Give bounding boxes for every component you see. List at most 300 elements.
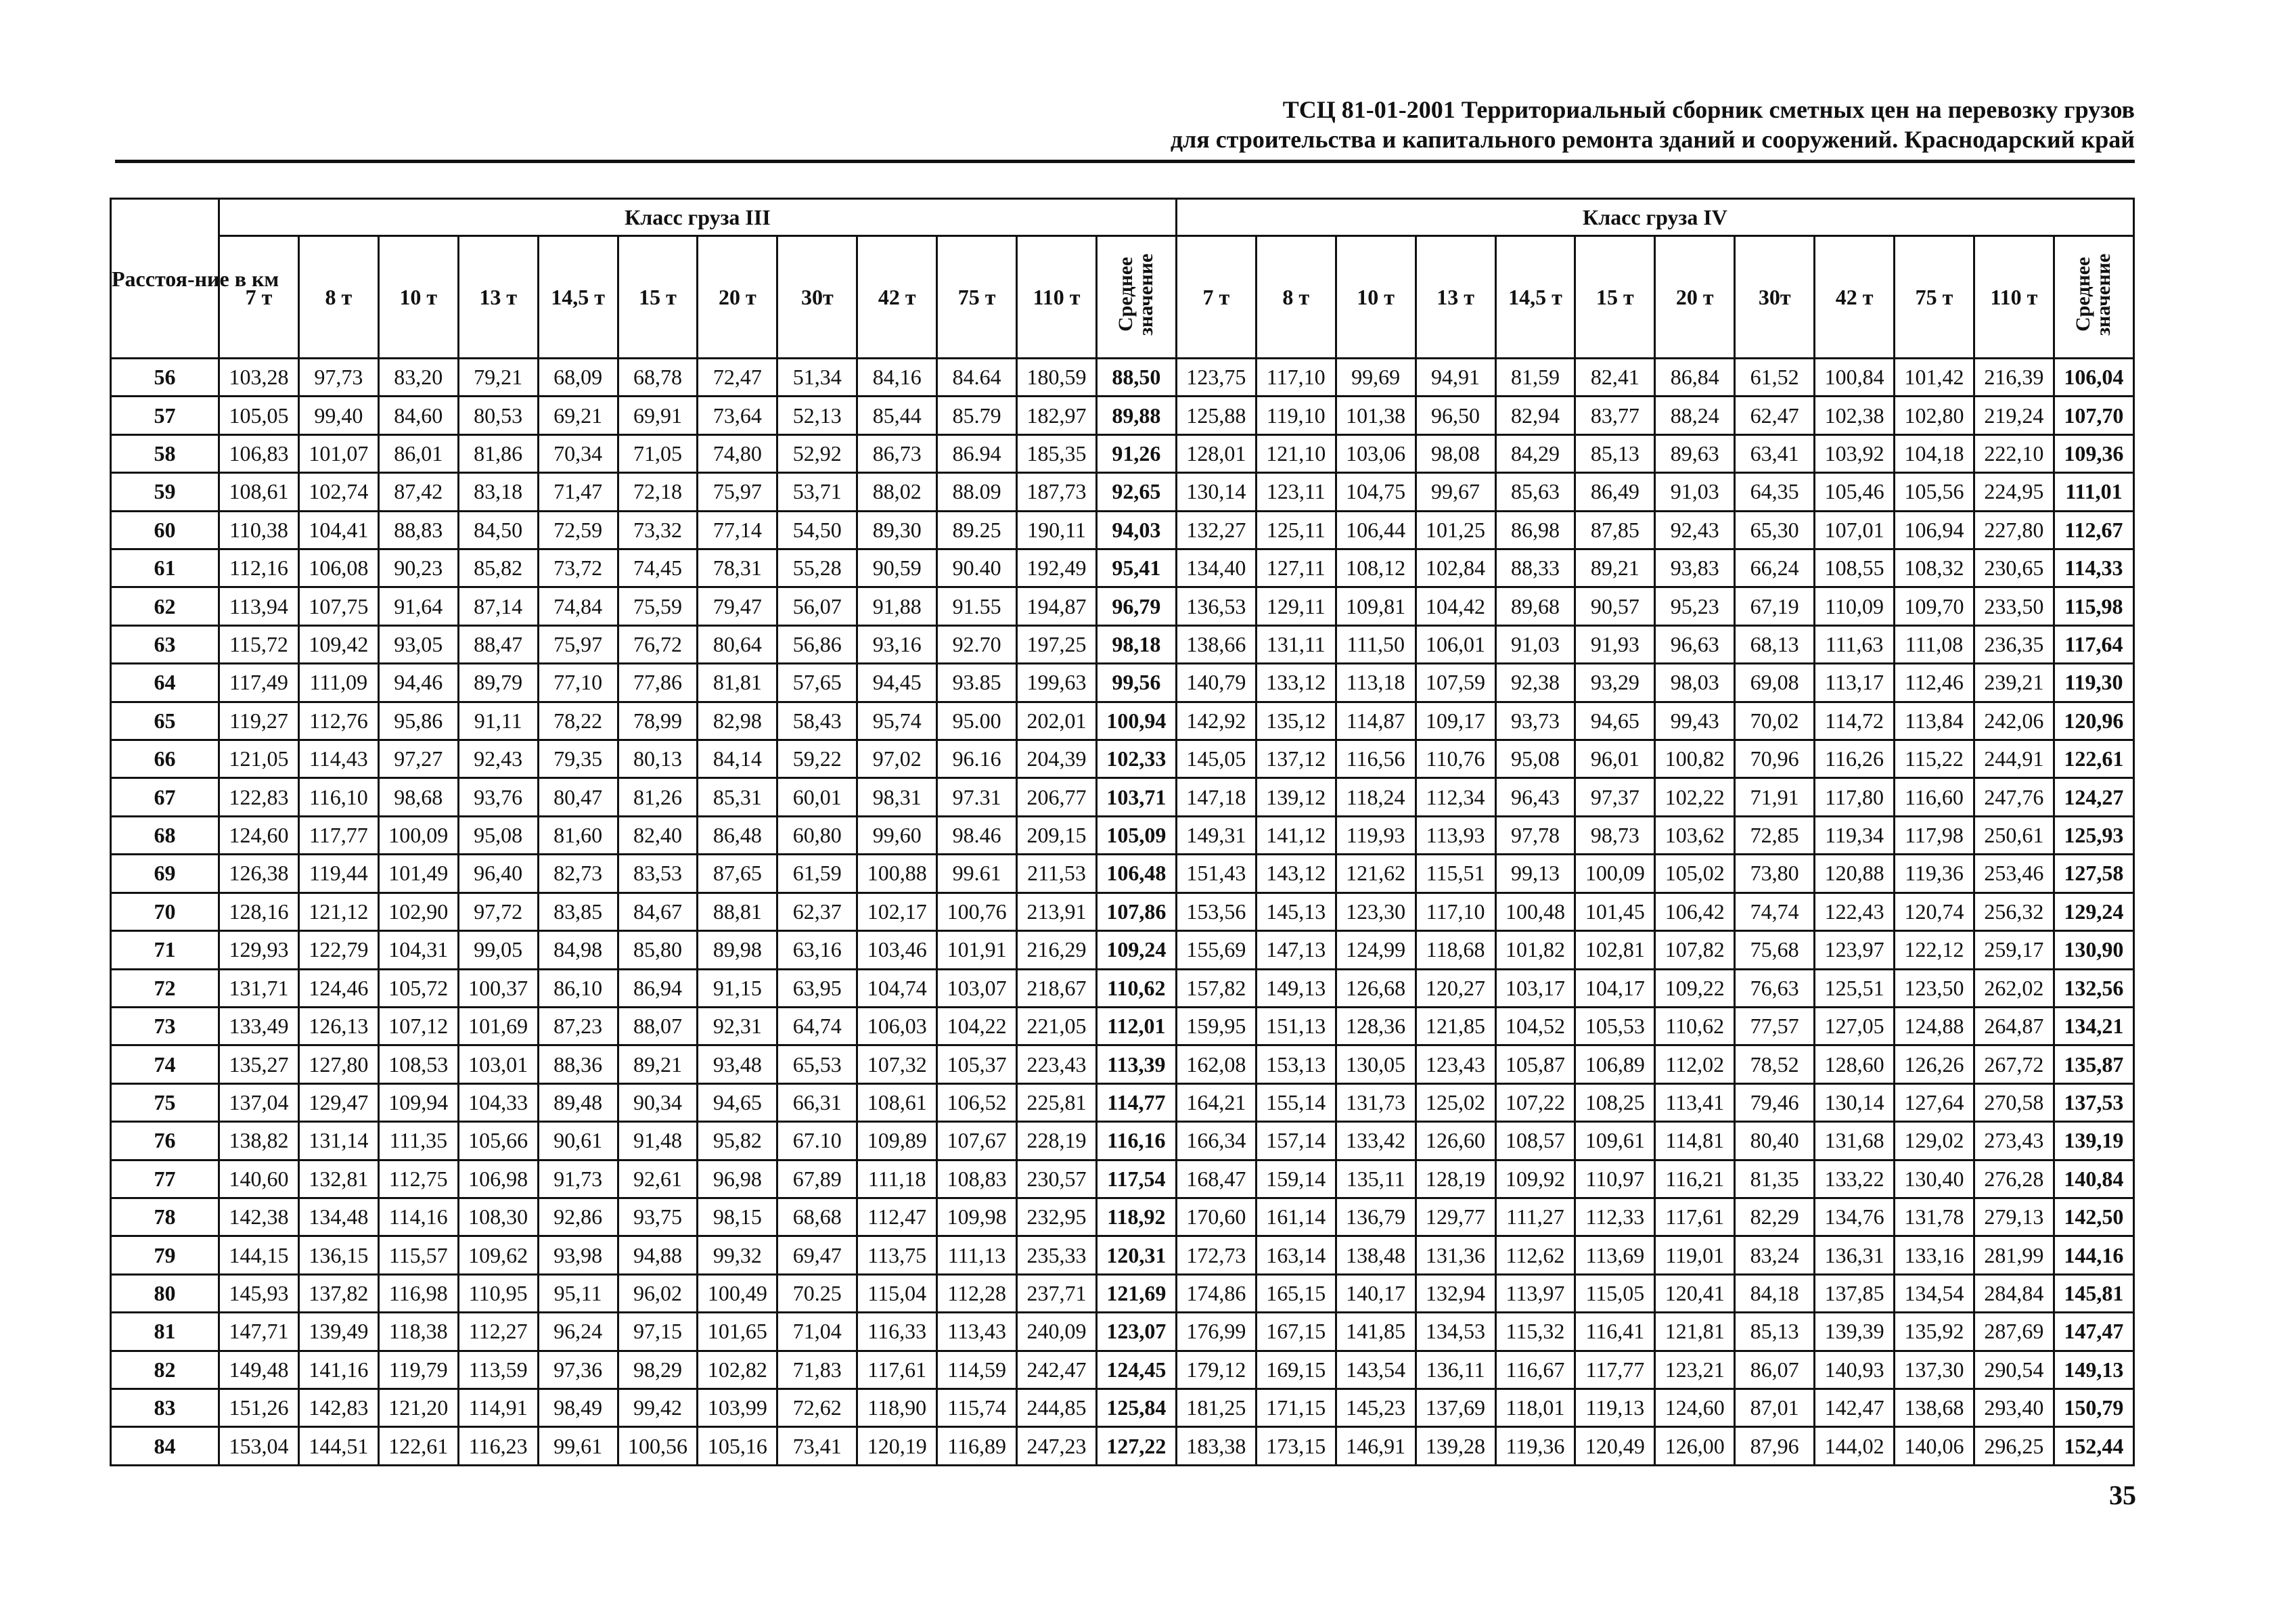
price-cell: 88,83 [378, 511, 458, 549]
price-cell: 94,65 [1575, 702, 1655, 740]
price-cell: 52,13 [777, 397, 857, 434]
price-cell: 66,31 [777, 1083, 857, 1121]
price-cell: 110,97 [1575, 1160, 1655, 1198]
price-cell: 57,65 [777, 664, 857, 702]
price-cell: 92,61 [618, 1160, 698, 1198]
price-cell: 97,15 [618, 1313, 698, 1351]
price-cell: 113,69 [1575, 1236, 1655, 1274]
price-cell: 115,74 [937, 1389, 1017, 1426]
price-cell: 93,05 [378, 625, 458, 663]
price-cell: 97,36 [538, 1351, 618, 1389]
price-cell: 81,26 [618, 778, 698, 816]
price-cell: 81,35 [1735, 1160, 1815, 1198]
price-cell: 135,11 [1336, 1160, 1416, 1198]
price-cell: 71,04 [777, 1313, 857, 1351]
price-cell: 104,41 [298, 511, 378, 549]
price-cell: 105,66 [458, 1122, 538, 1160]
price-cell: 114,87 [1336, 702, 1416, 740]
price-cell: 144,02 [1815, 1427, 1895, 1466]
table-row [111, 1122, 2134, 1160]
average-cell: 118,92 [1096, 1198, 1176, 1236]
table-row [111, 969, 2134, 1007]
price-cell: 131,68 [1815, 1122, 1895, 1160]
column-header-c3: 42 т [857, 236, 937, 359]
price-cell: 147,13 [1256, 931, 1336, 969]
price-cell: 65,30 [1735, 511, 1815, 549]
price-cell: 95,23 [1655, 587, 1735, 625]
price-cell: 119,79 [378, 1351, 458, 1389]
price-cell: 72,47 [698, 359, 777, 397]
price-cell: 113,18 [1336, 664, 1416, 702]
price-cell: 52,92 [777, 434, 857, 472]
header-rule [115, 160, 2135, 163]
price-cell: 72,59 [538, 511, 618, 549]
price-cell: 83,77 [1575, 397, 1655, 434]
price-cell: 284,84 [1974, 1274, 2054, 1312]
distance-column-header: Расстоя-ние в км [111, 199, 219, 359]
price-cell: 90,57 [1575, 587, 1655, 625]
price-cell: 98,08 [1416, 434, 1495, 472]
price-cell: 96,98 [698, 1160, 777, 1198]
price-cell: 88,07 [618, 1007, 698, 1045]
average-cell: 117,64 [2054, 625, 2133, 663]
price-cell: 111,08 [1895, 625, 1974, 663]
price-cell: 101,82 [1495, 931, 1575, 969]
distance-cell: 63 [111, 625, 219, 663]
price-cell: 242,47 [1017, 1351, 1097, 1389]
price-cell: 72,18 [618, 473, 698, 511]
price-cell: 62,37 [777, 893, 857, 930]
price-cell: 253,46 [1974, 855, 2054, 893]
price-cell: 149,13 [1256, 969, 1336, 1007]
average-column-label: Среднее значение [1114, 253, 1158, 336]
price-cell: 216,39 [1974, 359, 2054, 397]
price-cell: 105,53 [1575, 1007, 1655, 1045]
price-cell: 264,87 [1974, 1007, 2054, 1045]
price-cell: 232,95 [1017, 1198, 1097, 1236]
price-cell: 71,47 [538, 473, 618, 511]
price-cell: 144,51 [298, 1427, 378, 1466]
distance-cell: 65 [111, 702, 219, 740]
price-cell: 88,36 [538, 1045, 618, 1083]
price-cell: 70,02 [1735, 702, 1815, 740]
price-cell: 97,02 [857, 740, 937, 778]
price-cell: 77,57 [1735, 1007, 1815, 1045]
column-header-c3: 110 т [1017, 236, 1097, 359]
price-cell: 129,77 [1416, 1198, 1495, 1236]
price-cell: 97,73 [298, 359, 378, 397]
price-cell: 103,06 [1336, 434, 1416, 472]
price-cell: 79,46 [1735, 1083, 1815, 1121]
price-cell: 90,23 [378, 549, 458, 587]
price-cell: 80,47 [538, 778, 618, 816]
price-cell: 122,83 [219, 778, 299, 816]
price-cell: 139,39 [1815, 1313, 1895, 1351]
price-cell: 101,25 [1416, 511, 1495, 549]
distance-cell: 70 [111, 893, 219, 930]
price-cell: 171,15 [1256, 1389, 1336, 1426]
price-cell: 166,34 [1176, 1122, 1256, 1160]
price-cell: 119,34 [1815, 816, 1895, 854]
price-cell: 281,99 [1974, 1236, 2054, 1274]
average-cell: 102,33 [1096, 740, 1176, 778]
price-cell: 108,25 [1575, 1083, 1655, 1121]
price-cell: 97,78 [1495, 816, 1575, 854]
price-cell: 224,95 [1974, 473, 2054, 511]
price-cell: 91,73 [538, 1160, 618, 1198]
price-cell: 100,09 [378, 816, 458, 854]
price-cell: 107,75 [298, 587, 378, 625]
tonnage-header-row [111, 236, 2134, 359]
price-cell: 77,10 [538, 664, 618, 702]
price-cell: 130,40 [1895, 1160, 1974, 1198]
price-cell: 105,72 [378, 969, 458, 1007]
price-cell: 134,48 [298, 1198, 378, 1236]
average-cell: 125,93 [2054, 816, 2133, 854]
price-cell: 103,07 [937, 969, 1017, 1007]
average-column-header-c3 [1096, 236, 1176, 359]
distance-cell: 69 [111, 855, 219, 893]
price-cell: 126,68 [1336, 969, 1416, 1007]
price-cell: 89,79 [458, 664, 538, 702]
table-row [111, 1274, 2134, 1312]
price-cell: 98,73 [1575, 816, 1655, 854]
price-cell: 139,28 [1416, 1427, 1495, 1466]
price-cell: 105,16 [698, 1427, 777, 1466]
price-cell: 146,91 [1336, 1427, 1416, 1466]
price-cell: 102,90 [378, 893, 458, 930]
distance-cell: 68 [111, 816, 219, 854]
average-cell: 109,24 [1096, 931, 1176, 969]
price-cell: 123,75 [1176, 359, 1256, 397]
price-cell: 176,99 [1176, 1313, 1256, 1351]
price-cell: 187,73 [1017, 473, 1097, 511]
price-cell: 82,73 [538, 855, 618, 893]
price-cell: 98,31 [857, 778, 937, 816]
price-cell: 131,11 [1256, 625, 1336, 663]
price-cell: 93.85 [937, 664, 1017, 702]
column-header-c3: 15 т [618, 236, 698, 359]
price-cell: 103,92 [1815, 434, 1895, 472]
price-cell: 142,47 [1815, 1389, 1895, 1426]
price-cell: 108,32 [1895, 549, 1974, 587]
price-cell: 149,48 [219, 1351, 299, 1389]
price-cell: 86,07 [1735, 1351, 1815, 1389]
price-cell: 126,13 [298, 1007, 378, 1045]
price-cell: 82,98 [698, 702, 777, 740]
price-cell: 142,92 [1176, 702, 1256, 740]
price-cell: 92.70 [937, 625, 1017, 663]
column-header-c4: 14,5 т [1495, 236, 1575, 359]
price-cell: 87,42 [378, 473, 458, 511]
price-cell: 132,27 [1176, 511, 1256, 549]
price-cell: 115,72 [219, 625, 299, 663]
price-cell: 123,30 [1336, 893, 1416, 930]
price-cell: 96,40 [458, 855, 538, 893]
price-cell: 85,13 [1735, 1313, 1815, 1351]
price-cell: 87,23 [538, 1007, 618, 1045]
price-cell: 75,97 [538, 625, 618, 663]
price-cell: 106,98 [458, 1160, 538, 1198]
price-cell: 124,88 [1895, 1007, 1974, 1045]
price-cell: 93,16 [857, 625, 937, 663]
price-cell: 91,88 [857, 587, 937, 625]
column-header-c4: 8 т [1256, 236, 1336, 359]
price-cell: 113,97 [1495, 1274, 1575, 1312]
price-cell: 116,23 [458, 1427, 538, 1466]
distance-cell: 81 [111, 1313, 219, 1351]
price-cell: 102,17 [857, 893, 937, 930]
price-cell: 85,31 [698, 778, 777, 816]
price-cell: 91,64 [378, 587, 458, 625]
average-column-header-c4 [2054, 236, 2133, 359]
price-cell: 109,61 [1575, 1122, 1655, 1160]
price-cell: 113,94 [219, 587, 299, 625]
price-cell: 155,14 [1256, 1083, 1336, 1121]
price-cell: 256,32 [1974, 893, 2054, 930]
price-cell: 101,49 [378, 855, 458, 893]
price-cell: 100,84 [1815, 359, 1895, 397]
price-cell: 87,96 [1735, 1427, 1815, 1466]
price-cell: 109,94 [378, 1083, 458, 1121]
average-cell: 112,67 [2054, 511, 2133, 549]
price-cell: 58,43 [777, 702, 857, 740]
price-cell: 105,05 [219, 397, 299, 434]
price-cell: 116,33 [857, 1313, 937, 1351]
price-cell: 121,05 [219, 740, 299, 778]
price-cell: 197,25 [1017, 625, 1097, 663]
average-cell: 115,98 [2054, 587, 2133, 625]
price-cell: 72,85 [1735, 816, 1815, 854]
price-cell: 93,83 [1655, 549, 1735, 587]
price-cell: 103,17 [1495, 969, 1575, 1007]
price-cell: 111,09 [298, 664, 378, 702]
price-cell: 109,62 [458, 1236, 538, 1274]
price-cell: 183,38 [1176, 1427, 1256, 1466]
price-cell: 84,98 [538, 931, 618, 969]
price-cell: 122,12 [1895, 931, 1974, 969]
price-cell: 56,07 [777, 587, 857, 625]
distance-cell: 75 [111, 1083, 219, 1121]
price-cell: 129,02 [1895, 1122, 1974, 1160]
price-cell: 74,84 [538, 587, 618, 625]
price-cell: 88,24 [1655, 397, 1735, 434]
column-header-c3: 30т [777, 236, 857, 359]
table-row [111, 1083, 2134, 1121]
price-cell: 74,74 [1735, 893, 1815, 930]
price-cell: 86,98 [1495, 511, 1575, 549]
price-cell: 237,71 [1017, 1274, 1097, 1312]
price-cell: 112,16 [219, 549, 299, 587]
price-cell: 81,86 [458, 434, 538, 472]
price-cell: 112,34 [1416, 778, 1495, 816]
average-cell: 100,94 [1096, 702, 1176, 740]
column-header-c4: 110 т [1974, 236, 2054, 359]
price-cell: 119,36 [1495, 1427, 1575, 1466]
distance-cell: 67 [111, 778, 219, 816]
price-cell: 236,35 [1974, 625, 2054, 663]
price-cell: 102,81 [1575, 931, 1655, 969]
price-cell: 151,26 [219, 1389, 299, 1426]
price-cell: 82,29 [1735, 1198, 1815, 1236]
average-column-label: Среднее значение [2072, 253, 2115, 336]
price-cell: 142,38 [219, 1198, 299, 1236]
price-cell: 95,82 [698, 1122, 777, 1160]
price-cell: 124,99 [1336, 931, 1416, 969]
price-cell: 125,11 [1256, 511, 1336, 549]
price-cell: 91.55 [937, 587, 1017, 625]
price-cell: 117,77 [298, 816, 378, 854]
price-cell: 276,28 [1974, 1160, 2054, 1198]
price-cell: 105,02 [1655, 855, 1735, 893]
average-cell: 125,84 [1096, 1389, 1176, 1426]
price-cell: 89,63 [1655, 434, 1735, 472]
price-cell: 130,05 [1336, 1045, 1416, 1083]
price-cell: 108,53 [378, 1045, 458, 1083]
price-cell: 122,43 [1815, 893, 1895, 930]
price-cell: 101,38 [1336, 397, 1416, 434]
price-cell: 179,12 [1176, 1351, 1256, 1389]
price-cell: 125,51 [1815, 969, 1895, 1007]
price-cell: 117,77 [1575, 1351, 1655, 1389]
column-header-c3: 20 т [698, 236, 777, 359]
price-cell: 113,59 [458, 1351, 538, 1389]
price-cell: 89,21 [1575, 549, 1655, 587]
price-cell: 64,74 [777, 1007, 857, 1045]
price-cell: 75,59 [618, 587, 698, 625]
price-cell: 96,24 [538, 1313, 618, 1351]
column-header-c3: 13 т [458, 236, 538, 359]
price-cell: 114,72 [1815, 702, 1895, 740]
distance-cell: 84 [111, 1427, 219, 1466]
price-cell: 180,59 [1017, 359, 1097, 397]
price-cell: 145,93 [219, 1274, 299, 1312]
price-cell: 108,12 [1336, 549, 1416, 587]
table-row [111, 931, 2134, 969]
price-cell: 182,97 [1017, 397, 1097, 434]
price-cell: 69,08 [1735, 664, 1815, 702]
average-cell: 139,19 [2054, 1122, 2133, 1160]
distance-cell: 56 [111, 359, 219, 397]
price-cell: 161,14 [1256, 1198, 1336, 1236]
price-cell: 101,07 [298, 434, 378, 472]
average-cell: 150,79 [2054, 1389, 2133, 1426]
class-header-row [111, 199, 2134, 236]
average-cell: 124,27 [2054, 778, 2133, 816]
price-cell: 123,43 [1416, 1045, 1495, 1083]
price-cell: 88,47 [458, 625, 538, 663]
price-cell: 102,74 [298, 473, 378, 511]
price-cell: 91,03 [1495, 625, 1575, 663]
price-cell: 99.61 [937, 855, 1017, 893]
price-cell: 168,47 [1176, 1160, 1256, 1198]
price-cell: 67,89 [777, 1160, 857, 1198]
price-cell: 134,40 [1176, 549, 1256, 587]
price-cell: 98,68 [378, 778, 458, 816]
average-cell: 127,22 [1096, 1427, 1176, 1466]
column-header-c4: 10 т [1336, 236, 1416, 359]
price-cell: 109,89 [857, 1122, 937, 1160]
price-cell: 157,14 [1256, 1122, 1336, 1160]
price-cell: 93,98 [538, 1236, 618, 1274]
price-cell: 108,55 [1815, 549, 1895, 587]
price-cell: 71,91 [1735, 778, 1815, 816]
price-cell: 153,13 [1256, 1045, 1336, 1083]
price-cell: 67.10 [777, 1122, 857, 1160]
price-cell: 163,14 [1256, 1236, 1336, 1274]
price-cell: 79,47 [698, 587, 777, 625]
price-cell: 95.00 [937, 702, 1017, 740]
price-cell: 95,86 [378, 702, 458, 740]
price-cell: 121,85 [1416, 1007, 1495, 1045]
price-cell: 153,56 [1176, 893, 1256, 930]
price-cell: 106,08 [298, 549, 378, 587]
price-cell: 112,46 [1895, 664, 1974, 702]
price-cell: 87,85 [1575, 511, 1655, 549]
price-cell: 98.46 [937, 816, 1017, 854]
price-cell: 55,28 [777, 549, 857, 587]
price-cell: 110,09 [1815, 587, 1895, 625]
price-cell: 244,91 [1974, 740, 2054, 778]
price-cell: 181,25 [1176, 1389, 1256, 1426]
price-cell: 242,06 [1974, 702, 2054, 740]
price-cell: 106,01 [1416, 625, 1495, 663]
price-cell: 109,70 [1895, 587, 1974, 625]
price-cell: 120,49 [1575, 1427, 1655, 1466]
price-cell: 127,64 [1895, 1083, 1974, 1121]
price-cell: 118,90 [857, 1389, 937, 1426]
price-cell: 82,94 [1495, 397, 1575, 434]
average-cell: 98,18 [1096, 625, 1176, 663]
price-cell: 116,56 [1336, 740, 1416, 778]
price-cell: 98,03 [1655, 664, 1735, 702]
price-cell: 88.09 [937, 473, 1017, 511]
price-cell: 90.40 [937, 549, 1017, 587]
price-cell: 109,81 [1336, 587, 1416, 625]
price-cell: 95,11 [538, 1274, 618, 1312]
price-cell: 124,46 [298, 969, 378, 1007]
average-cell: 110,62 [1096, 969, 1176, 1007]
price-cell: 106,83 [219, 434, 299, 472]
price-cell: 102,80 [1895, 397, 1974, 434]
price-cell: 118,01 [1495, 1389, 1575, 1426]
price-cell: 99,13 [1495, 855, 1575, 893]
price-cell: 93,29 [1575, 664, 1655, 702]
header-title-line2: для строительства и капитального ремонта зданий и сооружений. Краснодарский край [1170, 126, 2135, 153]
price-cell: 108,83 [937, 1160, 1017, 1198]
price-cell: 69,91 [618, 397, 698, 434]
price-cell: 110,38 [219, 511, 299, 549]
price-cell: 136,53 [1176, 587, 1256, 625]
price-cell: 59,22 [777, 740, 857, 778]
average-cell: 142,50 [2054, 1198, 2133, 1236]
price-cell: 107,22 [1495, 1083, 1575, 1121]
average-cell: 117,54 [1096, 1160, 1176, 1198]
price-cell: 61,52 [1735, 359, 1815, 397]
price-cell: 116,60 [1895, 778, 1974, 816]
price-cell: 81,60 [538, 816, 618, 854]
price-cell: 69,47 [777, 1236, 857, 1274]
price-cell: 99,60 [857, 816, 937, 854]
average-cell: 88,50 [1096, 359, 1176, 397]
price-cell: 113,41 [1655, 1083, 1735, 1121]
price-cell: 126,60 [1416, 1122, 1495, 1160]
price-cell: 165,15 [1256, 1274, 1336, 1312]
price-cell: 115,22 [1895, 740, 1974, 778]
price-cell: 169,15 [1256, 1351, 1336, 1389]
price-cell: 84,50 [458, 511, 538, 549]
price-cell: 92,43 [458, 740, 538, 778]
